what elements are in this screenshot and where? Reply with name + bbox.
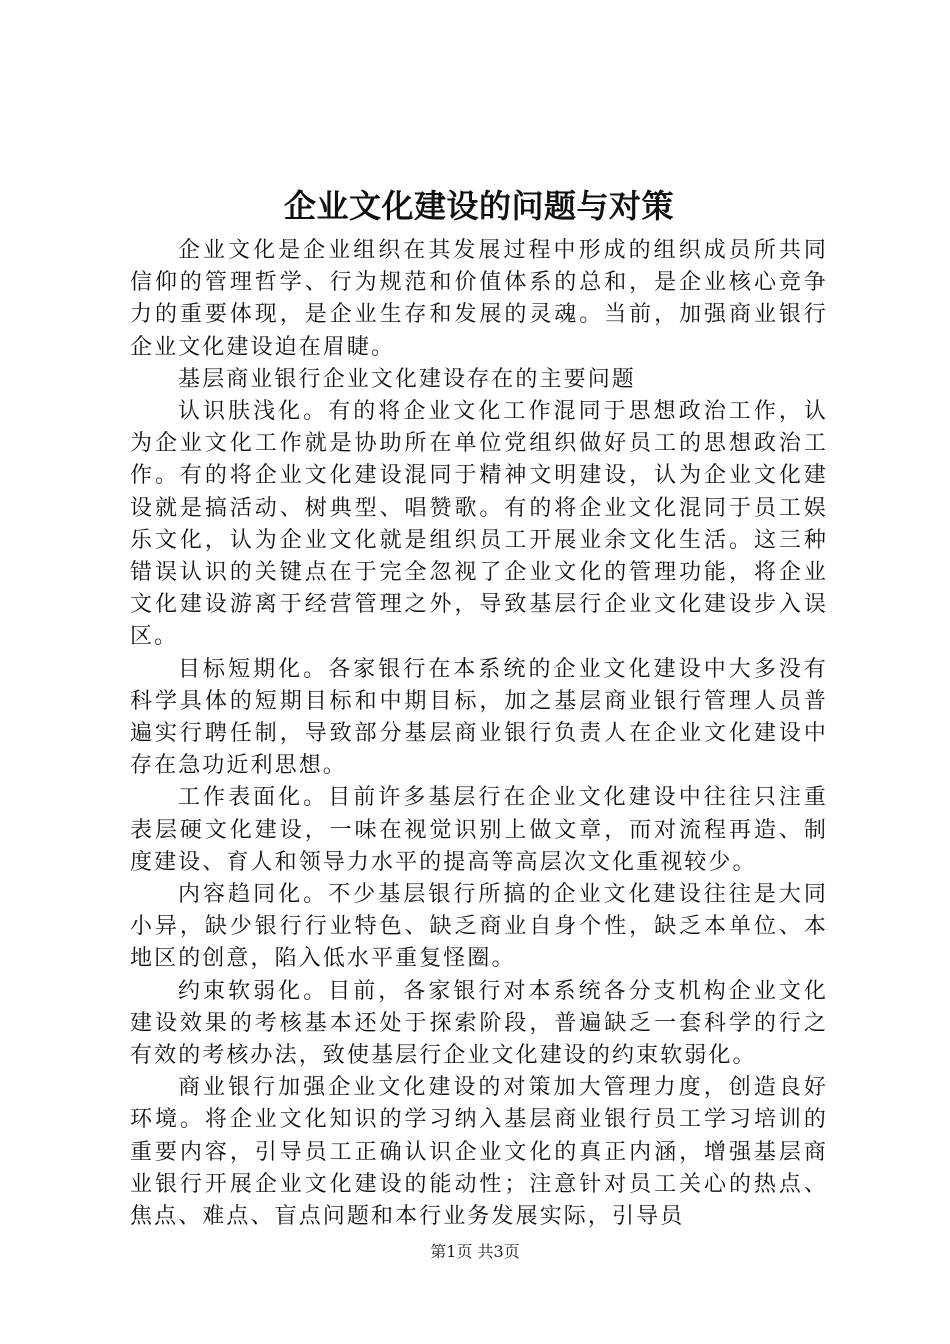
section-heading-problems: 基层商业银行企业文化建设存在的主要问题 — [178, 366, 636, 392]
paragraph-content-similarity: 内容趋同化。不少基层银行所搞的企业文化建设往往是大同小异，缺少银行行业特色、缺乏商业自身个性，缺乏本单位、本地区的创意，陷入低水平重复怪圈。 — [130, 882, 828, 972]
document-title: 企业文化建设的问题与对策 — [283, 187, 674, 225]
paragraph-understanding: 认识肤浅化。有的将企业文化工作混同于思想政治工作，认为企业文化工作就是协助所在单位党组织做好员工的思想政治工作。有的将企业文化建设混同于精神文明建设，认为企业文化建设就是搞活动、树典型、唱赞歌。有的将企业文化混同于员工娱乐文化，认为企业文化就是组织员工开展业余文化生活。这三种错误认识的关键点在于完全忽视了企业文化的管理功能，将企业文化建设游离于经营管理之外，导致基层行企业文化建设步入误区。 — [130, 399, 828, 650]
paragraph-countermeasures: 商业银行加强企业文化建设的对策加大管理力度，创造良好环境。将企业文化知识的学习纳入基层商业银行员工学习培训的重要内容，引导员工正确认识企业文化的真正内涵，增强基层商业银行开展企业文化建设的能动性；注意针对员工关心的热点、焦点、难点、盲点问题和本行业务发展实际，引导员 — [130, 1075, 828, 1230]
document-body — [130, 235, 828, 1233]
document-page — [130, 0, 828, 1344]
paragraph-weak-constraint: 约束软弱化。目前，各家银行对本系统各分支机构企业文化建设效果的考核基本还处于探索阶段，普遍缺乏一套科学的行之有效的考核办法，致使基层行企业文化建设的约束软弱化。 — [130, 978, 828, 1069]
page-number-footer: 第1页 共3页 — [430, 1242, 520, 1261]
paragraph-intro: 企业文化是企业组织在其发展过程中形成的组织成员所共同信仰的管理哲学、行为规范和价值体系的总和，是企业核心竞争力的重要体现，是企业生存和发展的灵魂。当前，加强商业银行企业文化建设迫在眉睫。 — [130, 238, 828, 360]
paragraph-goals: 目标短期化。各家银行在本系统的企业文化建设中大多没有科学具体的短期目标和中期目标，加之基层商业银行管理人员普遍实行聘任制，导致部分基层商业银行负责人在企业文化建设中存在急功近利思想。 — [130, 656, 828, 779]
paragraph-surface-work: 工作表面化。目前许多基层行在企业文化建设中往往只注重表层硬文化建设，一味在视觉识别上做文章，而对流程再造、制度建设、育人和领导力水平的提高等高层次文化重视较少。 — [130, 785, 828, 875]
